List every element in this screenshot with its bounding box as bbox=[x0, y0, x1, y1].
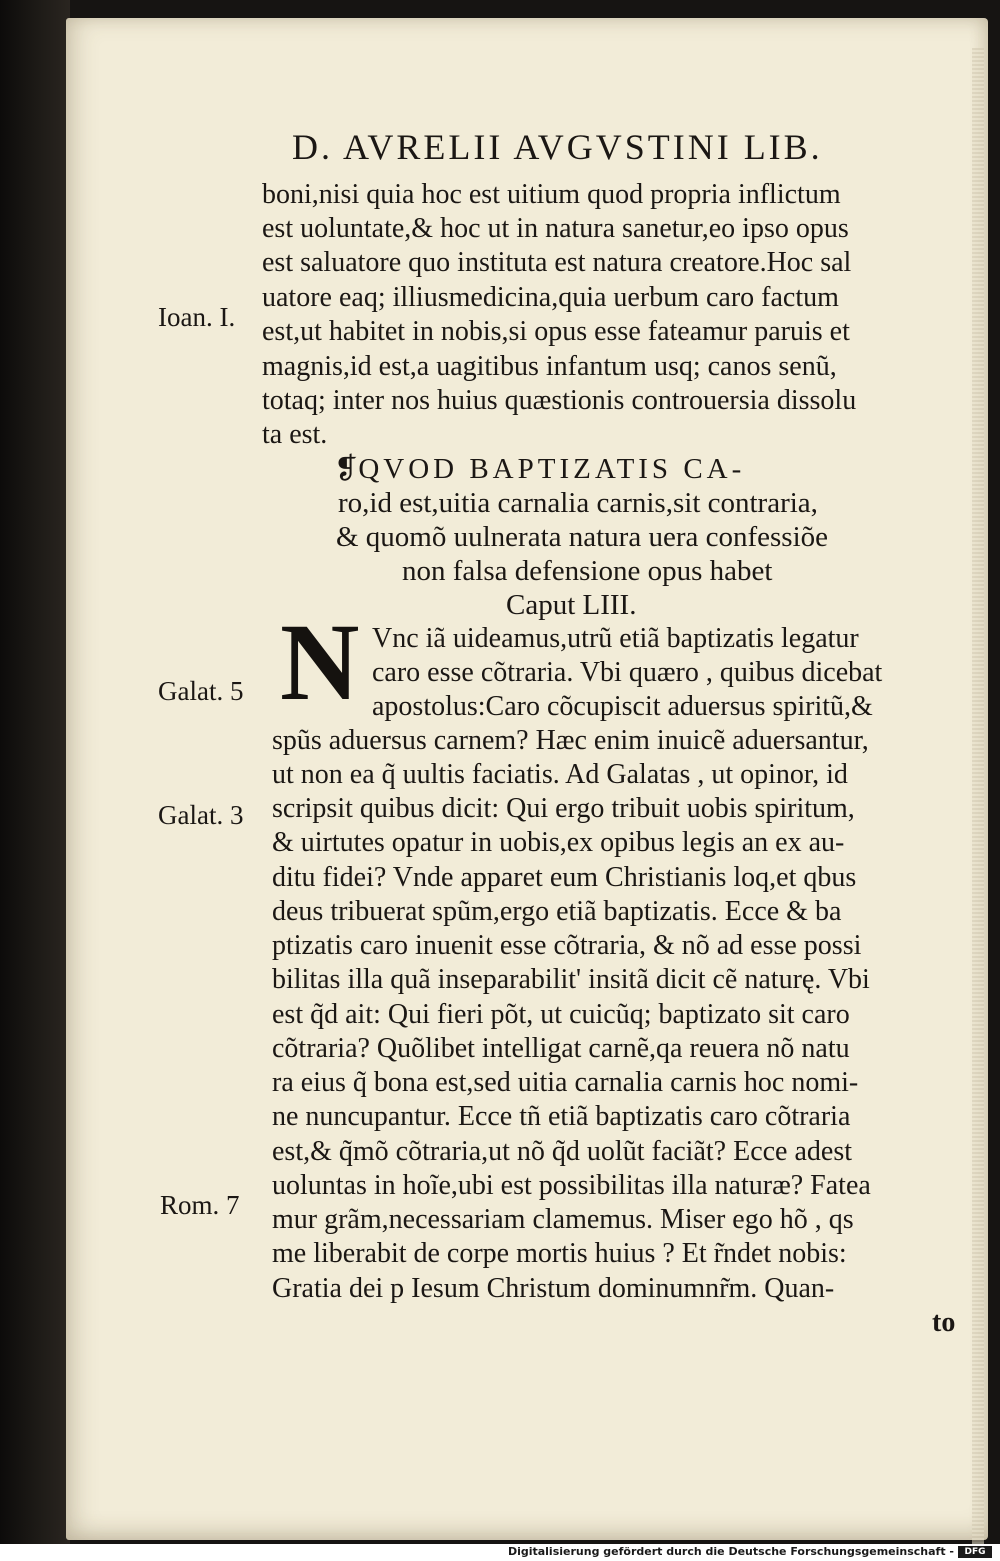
text-line: ne nuncupantur. Ecce tñ etiã baptizatis caro cõtraria bbox=[272, 1101, 851, 1132]
text-line: est uoluntate,& hoc ut in natura sanetur,eo ipso opus bbox=[262, 213, 849, 244]
text-line: est,ut habitet in nobis,si opus esse fateamur paruis et bbox=[262, 316, 850, 347]
chapter-heading-line: & quomõ uulnerata natura uera confessiõe bbox=[336, 521, 829, 553]
dfg-logo: DFG bbox=[958, 1546, 992, 1558]
margin-note: Galat. 3 bbox=[158, 800, 244, 830]
text-line: cõtraria? Quõlibet intelligat carnẽ,qa reuera nõ natu bbox=[272, 1033, 850, 1064]
chapter-number: Caput LIII. bbox=[506, 589, 637, 621]
text-line: ditu fidei? Vnde apparet eum Christianis loq,et qbus bbox=[272, 862, 857, 893]
text-line: est,& q̃mõ cõtraria,ut nõ q̃d uolũt faciãt? Ecce adest bbox=[272, 1136, 853, 1167]
text-line: ra eius q̃ bona est,sed uitia carnalia carnis hoc nomi- bbox=[272, 1067, 859, 1098]
footer-bar bbox=[0, 1544, 1000, 1561]
margin-note: Galat. 5 bbox=[158, 676, 244, 706]
chapter-heading-title: QVOD BAPTIZATIS CA- bbox=[358, 453, 746, 485]
text-line: ut non ea q̃ uultis faciatis. Ad Galatas , ut opinor, id bbox=[272, 759, 848, 790]
text-line: bilitas illa quã inseparabilit' insitã dicit cẽ naturę. Vbi bbox=[272, 964, 870, 995]
text-line: mur grãm,necessariam clamemus. Miser ego hõ , qs bbox=[272, 1204, 854, 1235]
chapter-heading-line: non falsa defensione opus habet bbox=[402, 555, 773, 587]
text-line: est q̃d ait: Qui fieri põt, ut cuicũq; baptizato sit caro bbox=[272, 999, 850, 1030]
text-line: ta est. bbox=[262, 419, 328, 450]
chapter-heading-line bbox=[334, 452, 745, 486]
catchword: to bbox=[932, 1307, 956, 1338]
text-line: & uirtutes opatur in uobis,ex opibus legis an ex au- bbox=[272, 827, 845, 858]
text-line: boni,nisi quia hoc est uitium quod propria inflictum bbox=[262, 179, 841, 210]
text-line: scripsit quibus dicit: Qui ergo tribuit uobis spiritum, bbox=[272, 793, 855, 824]
text-line: Vnc iã uideamus,utrũ etiã baptizatis legatur bbox=[372, 623, 859, 654]
text-line: deus tribuerat spũm,ergo etiã baptizatis. Ecce & ba bbox=[272, 896, 842, 927]
text-line: caro esse cõtraria. Vbi quæro , quibus dicebat bbox=[372, 657, 883, 688]
text-line: magnis,id est,a uagitibus infantum usq; canos senũ, bbox=[262, 351, 837, 382]
text-line: est saluatore quo instituta est natura creatore.Hoc sal bbox=[262, 247, 852, 278]
margin-note: Rom. 7 bbox=[160, 1190, 240, 1220]
text-line: totaq; inter nos huius quæstionis controuersia dissolu bbox=[262, 385, 857, 416]
footer-attribution: Digitalisierung gefördert durch die Deutsche Forschungsgemeinschaft - bbox=[507, 1545, 954, 1558]
text-line: ptizatis caro inuenit esse cõtraria, & nõ ad esse possi bbox=[272, 930, 862, 961]
text-line: spũs aduersus carnem? Hæc enim inuicẽ aduersantur, bbox=[272, 725, 869, 756]
margin-note: Ioan. I. bbox=[158, 302, 236, 332]
text-line: uoluntas in hoĩe,ubi est possibilitas illa naturæ? Fatea bbox=[272, 1170, 871, 1201]
text-line: apostolus:Caro cõcupiscit aduersus spiritũ,& bbox=[372, 691, 873, 722]
text-line: uatore eaq; illiusmedicina,quia uerbum caro factum bbox=[262, 282, 839, 313]
running-head: D. AVRELII AVGVSTINI LIB. bbox=[292, 127, 823, 167]
pilcrow-icon: ❡ bbox=[334, 453, 359, 485]
chapter-heading-line: ro,id est,uitia carnalia carnis,sit contraria, bbox=[338, 487, 818, 519]
text-line: Gratia dei p Iesum Christum dominumnr̃m. Quan- bbox=[272, 1273, 835, 1304]
page-edge bbox=[972, 48, 984, 1548]
drop-cap: N bbox=[280, 601, 360, 723]
book-spine-shadow bbox=[0, 0, 70, 1561]
text-line: me liberabit de corpe mortis huius ? Et r̃ndet nobis: bbox=[272, 1238, 847, 1269]
